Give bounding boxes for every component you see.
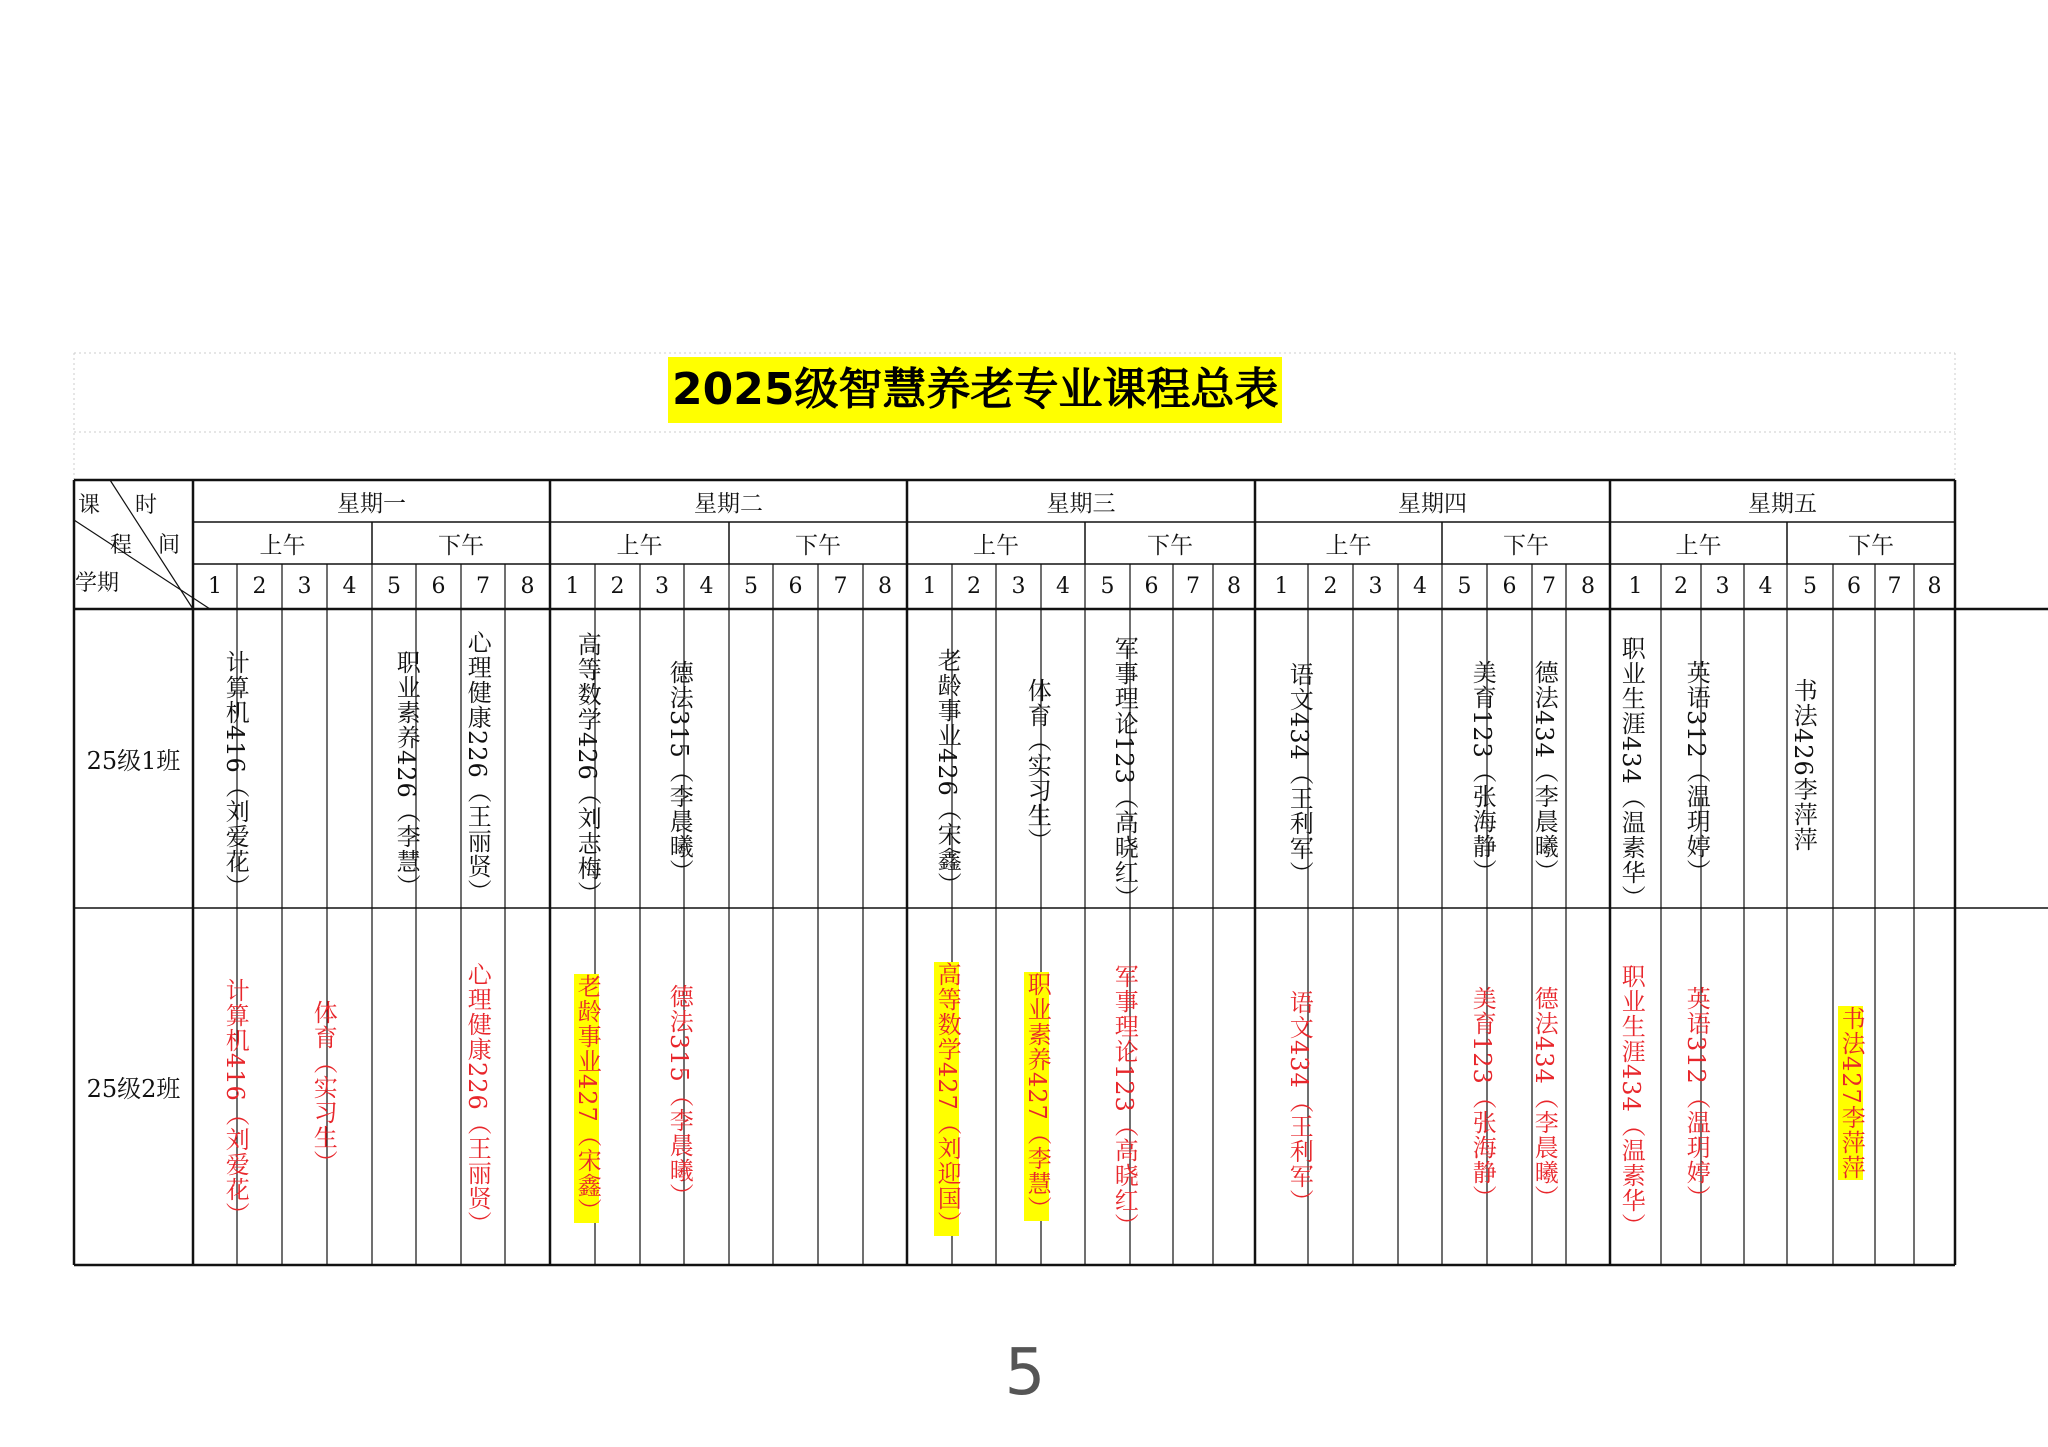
course-cell: 计算机416（刘爱花） <box>221 978 250 1227</box>
period-number: 3 <box>1715 574 1730 599</box>
am-header: 上午 <box>1675 532 1722 559</box>
am-header: 上午 <box>1325 532 1372 559</box>
pm-header: 下午 <box>1147 532 1193 559</box>
page-number: 5 <box>1004 1336 1046 1410</box>
period-number: 3 <box>1368 574 1383 599</box>
course-cell: 老龄事业426（宋鑫） <box>933 648 962 897</box>
course-cell: 书法427李萍萍 <box>1837 1006 1866 1180</box>
corner-ke: 课 <box>78 493 101 518</box>
period-number: 6 <box>1847 574 1861 599</box>
period-number: 4 <box>1413 574 1427 599</box>
period-number: 8 <box>520 574 535 599</box>
course-cell: 体育（实习生） <box>1023 678 1052 853</box>
am-header: 上午 <box>973 532 1019 559</box>
corner-xueqi: 学期 <box>75 571 120 596</box>
course-cell: 语文434（王利军） <box>1285 990 1314 1214</box>
corner-jian: 间 <box>158 533 181 558</box>
period-number: 4 <box>1758 574 1773 599</box>
period-number: 8 <box>1927 574 1942 599</box>
period-number: 6 <box>788 574 803 599</box>
period-number: 7 <box>1542 574 1556 599</box>
period-number: 4 <box>342 574 357 599</box>
pm-header: 下午 <box>1503 532 1549 559</box>
am-header: 上午 <box>616 532 663 559</box>
pm-header: 下午 <box>1848 532 1894 559</box>
day-header: 星期五 <box>1748 490 1817 517</box>
course-cell: 语文434（王利军） <box>1285 662 1314 886</box>
course-cell: 美育123（张海静） <box>1468 986 1497 1210</box>
period-number: 5 <box>387 574 401 599</box>
period-number: 1 <box>1628 574 1643 599</box>
course-cell: 德法315（李晨曦） <box>665 984 694 1208</box>
course-cell: 计算机416（刘爱花） <box>221 650 250 899</box>
period-number: 3 <box>655 574 669 599</box>
course-cell: 职业生涯434（温素华） <box>1617 964 1646 1238</box>
course-cell: 职业素养427（李慧） <box>1023 972 1052 1221</box>
period-number: 8 <box>1227 574 1241 599</box>
course-cell: 老龄事业427（宋鑫） <box>573 974 602 1223</box>
period-number: 1 <box>1274 574 1289 599</box>
period-number: 8 <box>1581 574 1595 599</box>
course-cell: 美育123（张海静） <box>1468 660 1497 884</box>
period-number: 2 <box>1323 574 1338 599</box>
class-label: 25级2班 <box>86 1075 181 1103</box>
course-cell: 心理健康226（王丽贤） <box>463 962 492 1236</box>
period-number: 6 <box>1502 574 1517 599</box>
period-number: 1 <box>922 574 937 599</box>
course-cell: 书法426李萍萍 <box>1789 678 1818 852</box>
period-number: 2 <box>967 574 981 599</box>
period-number: 2 <box>610 574 625 599</box>
course-cell: 德法434（李晨曦） <box>1530 986 1559 1210</box>
page-title: 2025级智慧养老专业课程总表 <box>668 357 1282 423</box>
course-cell: 军事理论123（高晓红） <box>1110 636 1139 910</box>
day-header: 星期三 <box>1046 490 1116 517</box>
corner-shi: 时 <box>135 493 158 518</box>
period-number: 2 <box>1674 574 1688 599</box>
period-number: 3 <box>1011 574 1026 599</box>
pm-header: 下午 <box>795 532 841 559</box>
corner-cheng: 程 <box>110 533 133 558</box>
day-header: 星期二 <box>694 490 763 517</box>
course-cell: 心理健康226（王丽贤） <box>463 630 492 904</box>
period-number: 8 <box>878 574 892 599</box>
period-number: 6 <box>1144 574 1159 599</box>
pm-header: 下午 <box>438 532 484 559</box>
period-number: 4 <box>699 574 714 599</box>
period-number: 6 <box>431 574 446 599</box>
day-header: 星期四 <box>1398 490 1467 517</box>
course-cell: 职业素养426（李慧） <box>392 650 421 899</box>
period-number: 4 <box>1056 574 1070 599</box>
day-header: 星期一 <box>337 490 406 517</box>
period-number: 7 <box>476 574 490 599</box>
period-number: 3 <box>297 574 312 599</box>
period-number: 1 <box>208 574 222 599</box>
course-cell: 德法315（李晨曦） <box>665 660 694 884</box>
period-number: 1 <box>565 574 580 599</box>
period-number: 7 <box>1186 574 1200 599</box>
course-cell: 高等数学427（刘迎国） <box>933 962 962 1236</box>
period-number: 7 <box>833 574 848 599</box>
course-cell: 德法434（李晨曦） <box>1530 660 1559 884</box>
period-number: 2 <box>252 574 267 599</box>
course-cell: 职业生涯434（温素华） <box>1617 636 1646 910</box>
class-label: 25级1班 <box>86 747 181 775</box>
course-cell: 体育（实习生） <box>309 1000 338 1175</box>
course-cell: 军事理论123（高晓红） <box>1110 964 1139 1238</box>
course-cell: 英语312（温玥婷） <box>1682 986 1711 1210</box>
course-cell: 高等数学426（刘志梅） <box>573 632 602 906</box>
course-cell: 英语312（温玥婷） <box>1682 660 1711 884</box>
period-number: 5 <box>1457 574 1472 599</box>
period-number: 5 <box>1100 574 1115 599</box>
period-number: 5 <box>1803 574 1817 599</box>
period-number: 5 <box>744 574 758 599</box>
am-header: 上午 <box>259 532 306 559</box>
period-number: 7 <box>1887 574 1902 599</box>
